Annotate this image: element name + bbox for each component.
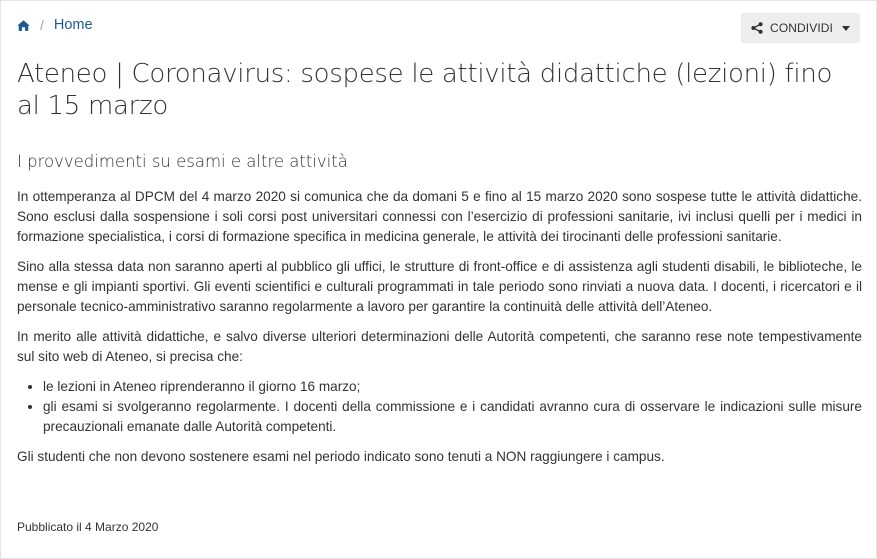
home-icon-link[interactable] xyxy=(17,19,30,32)
list-item: • gli esami si svolgeranno regolarmente. I docenti della commissione e i candidati avranno cura di osservare le indicazioni sulle misure precauzionali emanate dalle Autorità competenti. xyxy=(43,397,862,437)
home-icon xyxy=(17,19,30,32)
article-paragraph: Sino alla stessa data non saranno aperti al pubblico gli uffici, le strutture di front-office e di assistenza agli studenti disabili, le biblioteche, le mense e gli impianti sportivi. Gli eventi scientifici e culturali programmati in tale periodo sono rinviati a nuova data. I docenti, i ricercatori e il personale tecnico-amministrativo saranno regolarmente a lavoro per garantire la continuità delle attività dell’Ateneo. xyxy=(17,259,862,314)
share-icon xyxy=(751,22,763,34)
chevron-down-icon xyxy=(842,26,850,31)
share-button-label: CONDIVIDI xyxy=(770,21,833,35)
article-body xyxy=(17,187,862,477)
publication-date: Pubblicato il 4 Marzo 2020 xyxy=(17,520,159,534)
article-closing-paragraph: Gli studenti che non devono sostenere esami nel periodo indicato sono tenuti a NON raggiungere i campus. xyxy=(17,449,665,464)
measures-list xyxy=(17,377,862,437)
article-paragraph: In ottemperanza al DPCM del 4 marzo 2020 si comunica che da domani 5 e fino al 15 marzo 2020 sono sospese tutte le attività didattiche. Sono esclusi dalla sospensione i soli corsi post universitari connessi con l’esercizio di professioni sanitarie, ivi inclusi quelli per i medici in formazione specialistica, i corsi di formazione specifica in medicina generale, le attività dei tirocinanti delle professioni sanitarie. xyxy=(17,189,862,244)
breadcrumb xyxy=(17,17,93,33)
page-subtitle: I provvedimenti su esami e altre attività xyxy=(17,152,348,171)
top-bar xyxy=(17,13,860,43)
page-title: Ateneo | Coronavirus: sospese le attività didattiche (lezioni) fino al 15 marzo xyxy=(17,59,833,121)
breadcrumb-separator: / xyxy=(40,17,44,33)
breadcrumb-home-link[interactable]: Home xyxy=(53,17,93,33)
list-item: • le lezioni in Ateneo riprenderanno il giorno 16 marzo; xyxy=(43,377,862,397)
article-paragraph: In merito alle attività didattiche, e salvo diverse ulteriori determinazioni delle Autorità competenti, che saranno rese note tempestivamente sul sito web di Ateneo, si precisa che: xyxy=(17,329,862,364)
share-button[interactable] xyxy=(741,13,860,43)
